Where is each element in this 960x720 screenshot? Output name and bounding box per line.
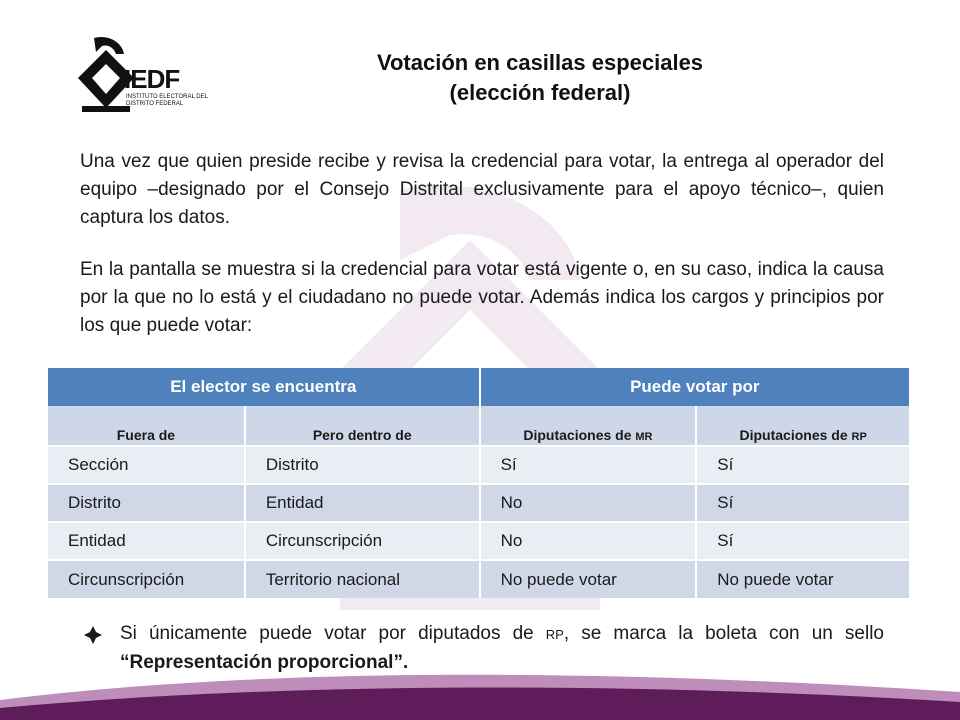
note-bullet bbox=[84, 620, 884, 677]
sub-header-dentro bbox=[245, 406, 480, 446]
table-cell: No puede votar bbox=[696, 560, 910, 598]
table-cell: Sí bbox=[696, 484, 910, 522]
table-cell: Sí bbox=[696, 522, 910, 560]
sub-header-text: Diputaciones de bbox=[739, 427, 852, 443]
table-row bbox=[48, 484, 910, 522]
paragraph-1: Una vez que quien preside recibe y revisa la credencial para votar, la entrega al operador del equipo –designado por el Consejo Distrital exclusivamente para el apoyo técnico–, quien captura los datos. bbox=[80, 151, 884, 228]
table-cell: Sí bbox=[480, 446, 697, 484]
table-cell: No puede votar bbox=[480, 560, 697, 598]
table-cell: Territorio nacional bbox=[245, 560, 480, 598]
sub-header-abbr: MR bbox=[635, 431, 653, 443]
diamond-bullet-icon bbox=[84, 626, 102, 644]
table-cell: Sí bbox=[696, 446, 910, 484]
sub-header-mr bbox=[480, 406, 697, 446]
group-header-vote: Puede votar por bbox=[480, 368, 910, 406]
table-cell: Entidad bbox=[245, 484, 480, 522]
sub-header-text: Fuera de bbox=[116, 427, 176, 443]
slide-title bbox=[300, 48, 780, 108]
table-cell: Circunscripción bbox=[48, 560, 245, 598]
table-row bbox=[48, 560, 910, 598]
sub-header-text: Diputaciones de bbox=[523, 427, 636, 443]
table-cell: No bbox=[480, 522, 697, 560]
table-cell: Distrito bbox=[245, 446, 480, 484]
note-text bbox=[120, 620, 884, 677]
table-cell: No bbox=[480, 484, 697, 522]
footer-swoosh bbox=[0, 670, 960, 720]
iedf-logo bbox=[76, 34, 216, 114]
note-strong: “Representación proporcional”. bbox=[120, 652, 409, 673]
note-mid: , se marca la boleta con un sello bbox=[563, 623, 884, 644]
note-pre: Si únicamente puede votar por diputados de bbox=[120, 623, 546, 644]
sub-header-abbr: RP bbox=[851, 431, 867, 443]
table-row bbox=[48, 446, 910, 484]
table-sub-header-row bbox=[48, 406, 910, 446]
table-row bbox=[48, 522, 910, 560]
sub-header-fuera bbox=[48, 406, 245, 446]
title-line-1: Votación en casillas especiales bbox=[376, 50, 704, 75]
logo-wordmark: IEDF bbox=[124, 64, 180, 94]
table-cell: Circunscripción bbox=[245, 522, 480, 560]
table-cell: Entidad bbox=[48, 522, 245, 560]
group-header-elector: El elector se encuentra bbox=[48, 368, 480, 406]
table-cell: Distrito bbox=[48, 484, 245, 522]
logo-subtitle: INSTITUTO ELECTORAL DEL DISTRITO FEDERAL bbox=[126, 94, 208, 107]
table-cell: Sección bbox=[48, 446, 245, 484]
note-abbr: RP bbox=[545, 627, 564, 642]
sub-header-text: Pero dentro de bbox=[312, 427, 412, 443]
table-group-header-row bbox=[48, 368, 910, 406]
paragraph-2: En la pantalla se muestra si la credencial para votar está vigente o, en su caso, indica la causa por la que no lo está y el ciudadano no puede votar. Además indica los cargos y principios por los que puede votar: bbox=[80, 259, 884, 336]
title-line-2: (elección federal) bbox=[449, 80, 631, 105]
sub-header-rp bbox=[696, 406, 910, 446]
voting-table bbox=[48, 368, 911, 598]
